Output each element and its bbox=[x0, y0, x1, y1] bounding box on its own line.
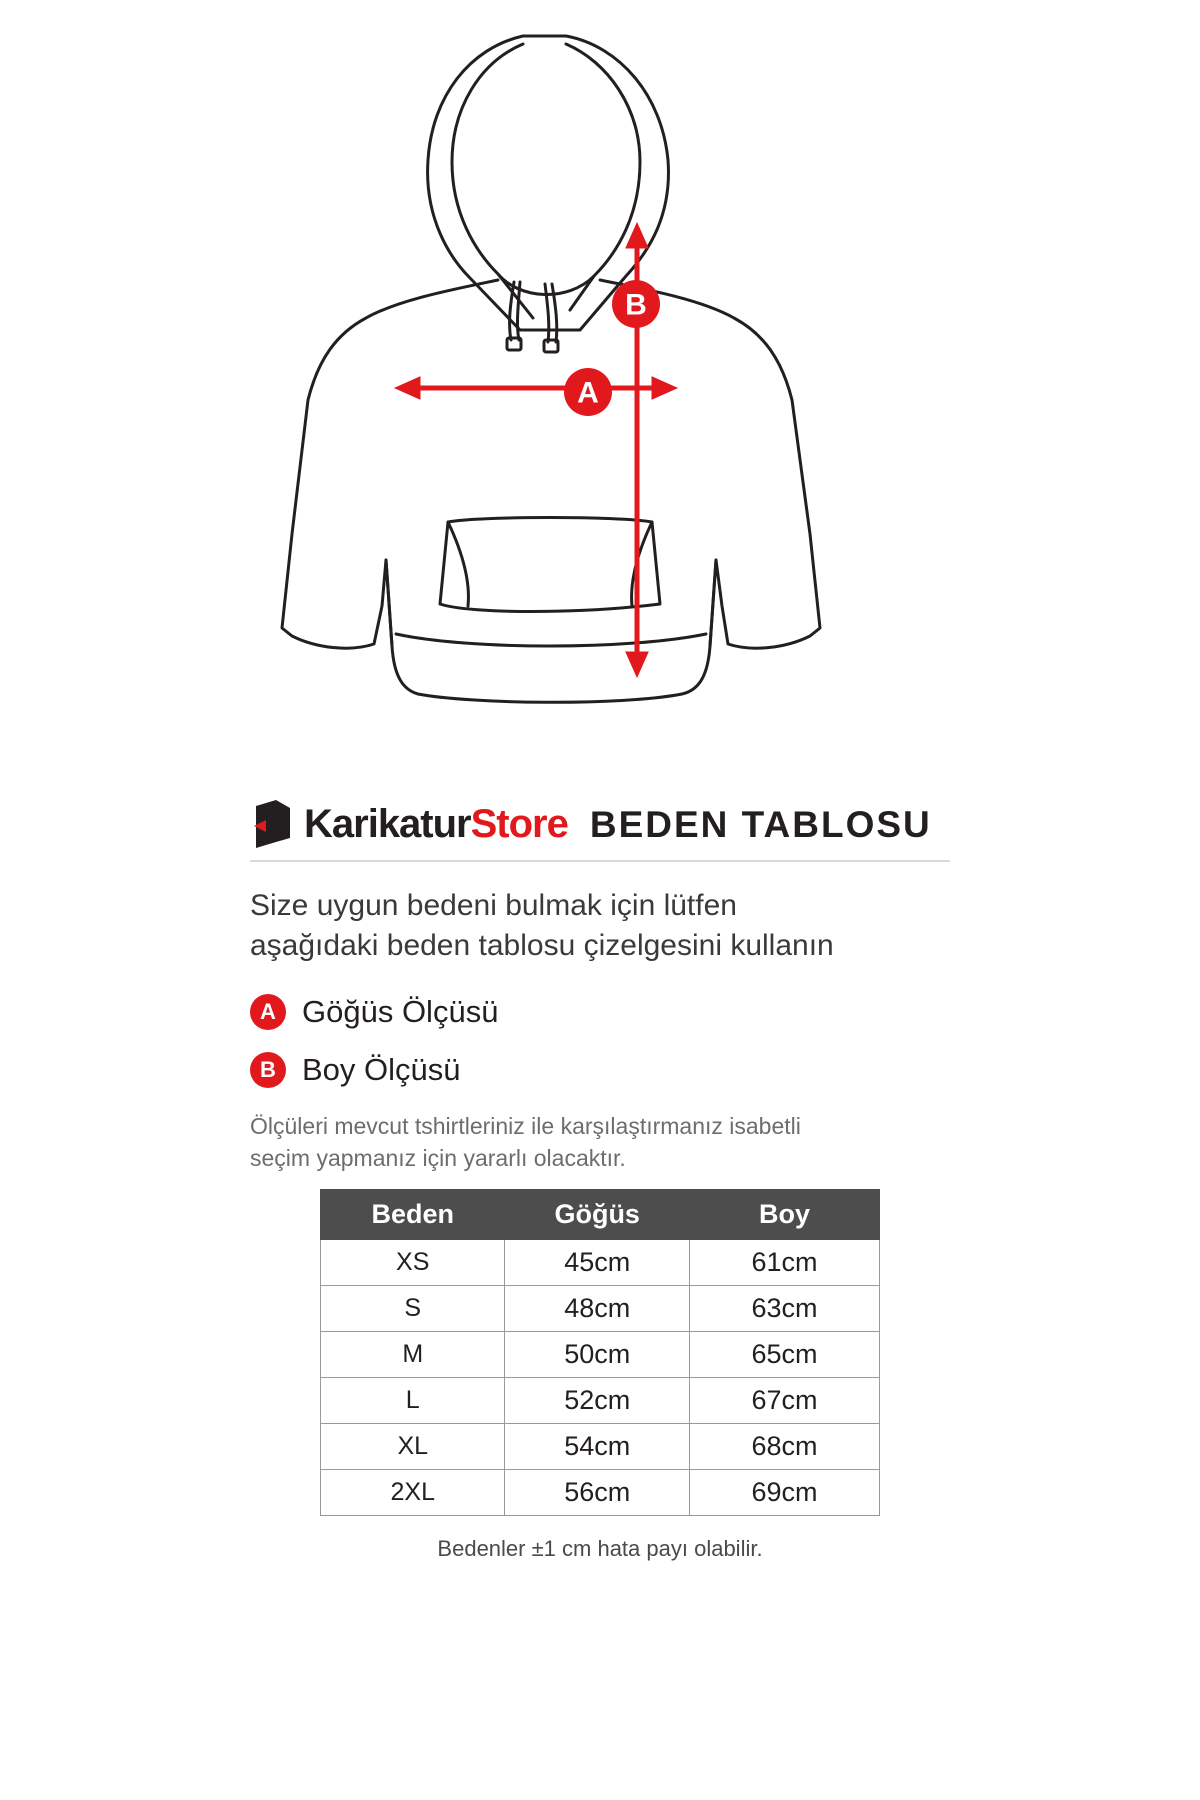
cell-chest: 45cm bbox=[505, 1240, 689, 1286]
hem-band bbox=[396, 634, 706, 646]
legend-item-a bbox=[250, 994, 950, 1030]
illustration-badge-a bbox=[564, 368, 612, 416]
table-header-boy: Boy bbox=[689, 1190, 879, 1240]
cell-size: M bbox=[321, 1332, 505, 1378]
brand-wordmark bbox=[304, 804, 568, 844]
brand-name-part1: Karikatur bbox=[304, 802, 471, 846]
table-row bbox=[321, 1286, 880, 1332]
table-row bbox=[321, 1378, 880, 1424]
drawstring-right bbox=[545, 284, 549, 342]
cell-length: 61cm bbox=[689, 1240, 879, 1286]
table-row bbox=[321, 1332, 880, 1378]
table-row bbox=[321, 1424, 880, 1470]
intro-line-2: aşağıdaki beden tablosu çizelgesini kullanın bbox=[250, 928, 834, 962]
hoodie-diagram-svg bbox=[0, 0, 1200, 760]
size-table bbox=[320, 1189, 880, 1516]
illustration-badge-b bbox=[612, 280, 660, 328]
size-chart-info bbox=[0, 760, 1200, 1562]
comparison-note bbox=[250, 1110, 950, 1175]
cell-chest: 50cm bbox=[505, 1332, 689, 1378]
cell-length: 63cm bbox=[689, 1286, 879, 1332]
cell-chest: 48cm bbox=[505, 1286, 689, 1332]
kangaroo-pocket bbox=[440, 518, 660, 612]
right-cuff-seam bbox=[710, 560, 716, 646]
intro-line-1: Size uygun bedeni bulmak için lütfen bbox=[250, 889, 737, 922]
legend-badge-a-icon: A bbox=[250, 994, 286, 1030]
table-header-row bbox=[321, 1190, 880, 1240]
cell-size: S bbox=[321, 1286, 505, 1332]
cell-size: 2XL bbox=[321, 1470, 505, 1516]
legend-item-b bbox=[250, 1052, 950, 1088]
note-line-2: seçim yapmanız için yararlı olacaktır. bbox=[250, 1145, 626, 1172]
header-divider bbox=[250, 860, 950, 862]
illustration-badge-b-letter: B bbox=[625, 288, 647, 322]
pocket-left-seam bbox=[448, 522, 468, 606]
measurement-legend bbox=[250, 994, 950, 1088]
cell-chest: 56cm bbox=[505, 1470, 689, 1516]
table-row bbox=[321, 1470, 880, 1516]
hood-inner-right bbox=[566, 44, 640, 310]
legend-badge-b-icon: B bbox=[250, 1052, 286, 1088]
left-cuff-seam bbox=[386, 560, 392, 646]
page-title: BEDEN TABLOSU bbox=[589, 803, 932, 845]
chest-arrow-left bbox=[400, 380, 418, 396]
tolerance-footnote: Bedenler ±1 cm hata payı olabilir. bbox=[437, 1536, 763, 1562]
cell-size: XS bbox=[321, 1240, 505, 1286]
hoodie-illustration bbox=[0, 0, 1200, 760]
legend-label-b: Boy Ölçüsü bbox=[302, 1051, 461, 1087]
chest-arrow-right bbox=[654, 380, 672, 396]
cell-length: 67cm bbox=[689, 1378, 879, 1424]
cell-length: 69cm bbox=[689, 1470, 879, 1516]
table-header-beden: Beden bbox=[321, 1190, 505, 1240]
hoodie-body-outline bbox=[282, 280, 820, 702]
length-arrow-top bbox=[629, 228, 645, 246]
cell-size: L bbox=[321, 1378, 505, 1424]
illustration-badge-a-letter: A bbox=[577, 376, 599, 410]
intro-text bbox=[250, 886, 950, 966]
karikaturstore-logo-icon bbox=[250, 798, 294, 850]
cell-chest: 54cm bbox=[505, 1424, 689, 1470]
table-row bbox=[321, 1240, 880, 1286]
note-line-1: Ölçüleri mevcut tshirtleriniz ile karşılaştırmanız isabetli bbox=[250, 1112, 801, 1139]
cell-length: 65cm bbox=[689, 1332, 879, 1378]
table-header-gogus: Göğüs bbox=[505, 1190, 689, 1240]
hood-inner-left bbox=[452, 44, 533, 318]
brand-header bbox=[250, 760, 950, 850]
cell-size: XL bbox=[321, 1424, 505, 1470]
brand-name-part2: Store bbox=[470, 802, 568, 846]
length-arrow-bottom bbox=[629, 654, 645, 672]
cell-chest: 52cm bbox=[505, 1378, 689, 1424]
legend-label-a: Göğüs Ölçüsü bbox=[302, 993, 499, 1029]
cell-length: 68cm bbox=[689, 1424, 879, 1470]
